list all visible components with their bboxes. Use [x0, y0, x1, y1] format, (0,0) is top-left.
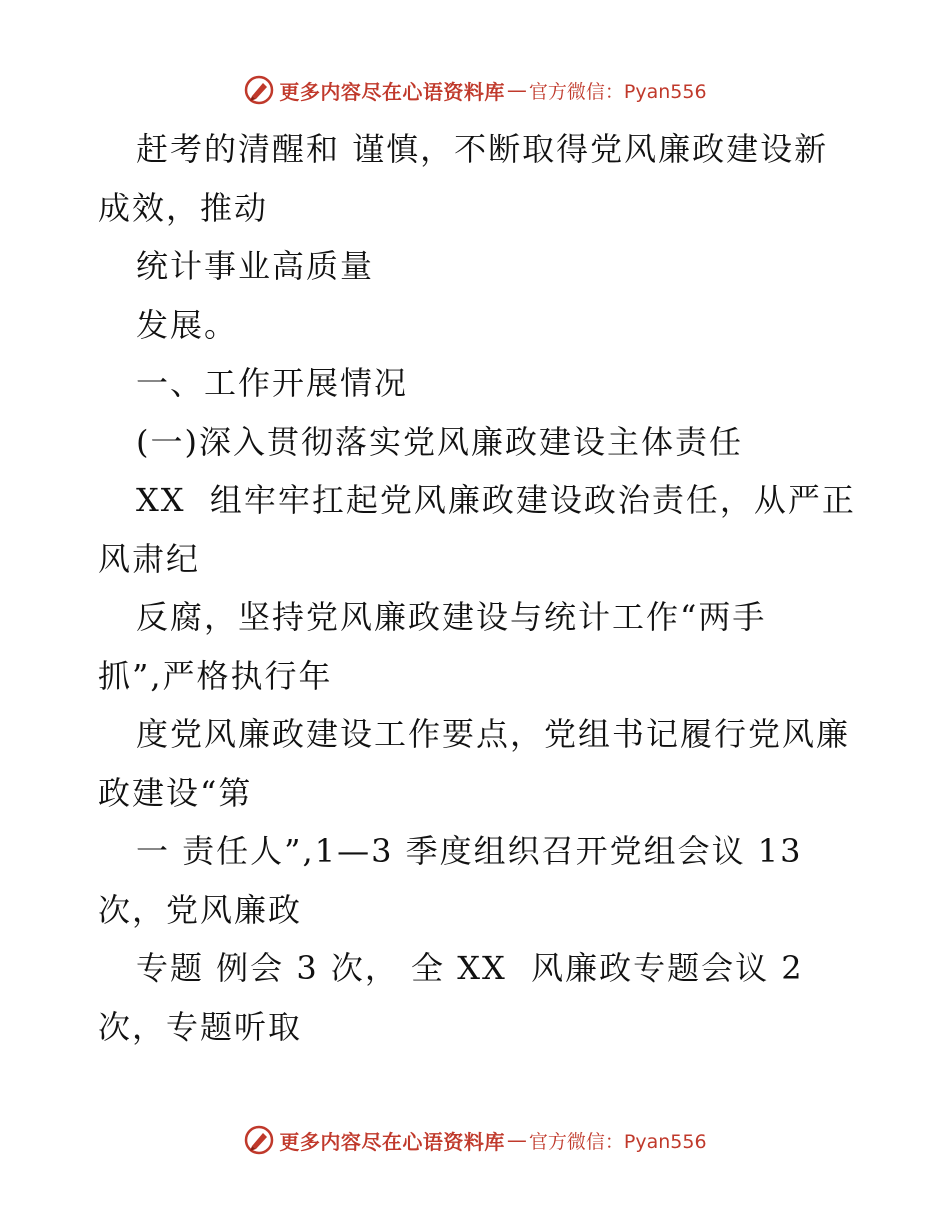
text-line: 度党风廉政建设工作要点，党组书记履行党风廉: [136, 715, 851, 753]
text-line: 政建设“第: [98, 773, 253, 812]
watermark-title: 更多内容尽在心语资料库: [279, 1129, 505, 1154]
text-line: 统计事业高质量: [136, 247, 375, 285]
section-heading: 一、工作开展情况: [136, 364, 409, 402]
document-body: [98, 120, 868, 1056]
watermark-wechat: 官方微信：Pyan556: [528, 1130, 707, 1153]
text-line: 次，专题听取: [98, 1007, 303, 1046]
text-line: 次，党风廉政: [98, 890, 303, 929]
text-line: 反腐，坚持党风廉政建设与统计工作“两手: [136, 598, 767, 636]
text-line: 成效，推动: [98, 188, 269, 227]
text-line: 赶考的清醒和 谨慎，不断取得党风廉政建设新: [136, 130, 829, 168]
pen-logo-icon: [243, 74, 275, 106]
text-line: 风肃纪: [98, 539, 201, 578]
footer-watermark: [0, 1120, 950, 1160]
watermark-dash: —: [506, 1128, 527, 1152]
pen-logo-icon: [243, 1124, 275, 1156]
text-line: 专题 例会 3 次， 全 XX 风廉政专题会议 2: [136, 949, 804, 987]
watermark-wechat: 官方微信：Pyan556: [528, 80, 707, 103]
subsection-heading: (一)深入贯彻落实党风廉政建设主体责任: [136, 422, 743, 461]
header-watermark: [0, 70, 950, 110]
text-line: 发展。: [136, 305, 239, 344]
text-line: XX 组牢牢扛起党风廉政建设政治责任，从严正: [136, 481, 856, 519]
watermark-dash: —: [506, 78, 527, 102]
text-line: 抓”,严格执行年: [98, 656, 333, 695]
watermark-title: 更多内容尽在心语资料库: [279, 79, 505, 104]
text-line: 一 责任人”,1—3 季度组织召开党组会议 13: [136, 832, 803, 870]
